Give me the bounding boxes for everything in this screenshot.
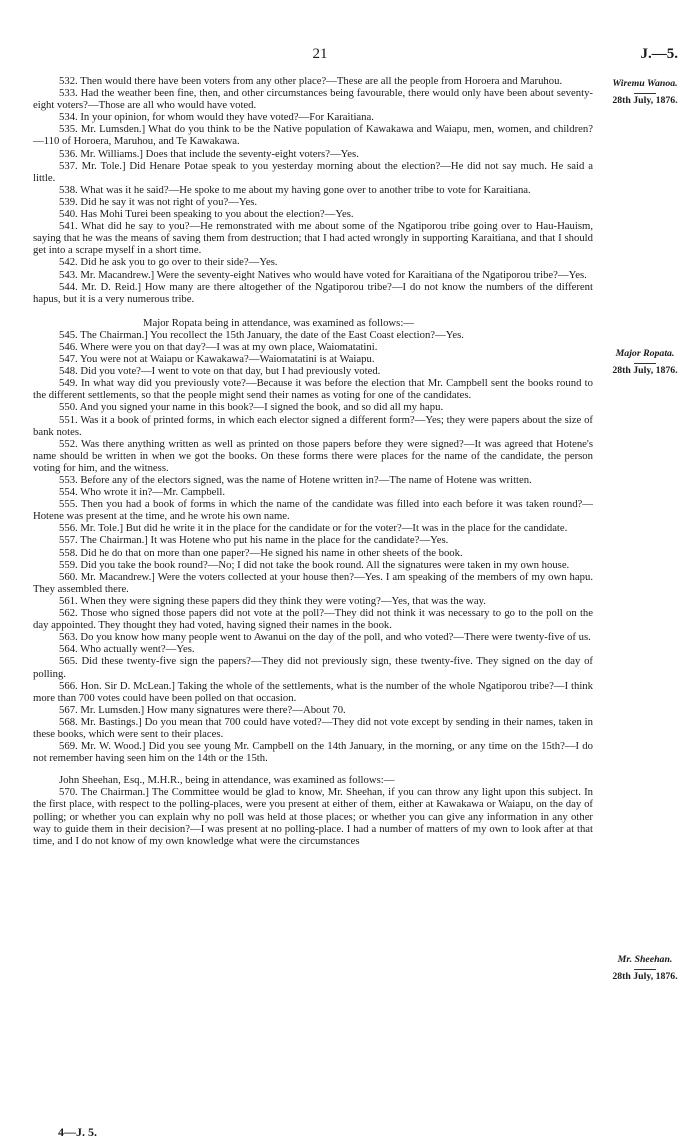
question-paragraph: 535. Mr. Lumsden.] What do you think to be the Native population of Kawakawa and Waiapu, men, women, and children?—110 of Horoera, Maruhou, and Te Kawakawa. <box>33 123 593 148</box>
testimony-wanoa <box>33 75 593 305</box>
question-paragraph: 550. And you signed your name in this book?—I signed the book, and so did all my hapu. <box>59 401 444 414</box>
margin-note-date: 28th July, 1876. <box>612 971 678 982</box>
margin-rule <box>634 93 656 94</box>
question-paragraph: 538. What was it he said?—He spoke to me about my having gone over to another tribe to vote for Karaitiana. <box>59 183 531 196</box>
margin-note-sheehan <box>599 954 691 983</box>
question-paragraph: 560. Mr. Macandrew.] Were the voters collected at your house then?—Yes. I am speaking of the members of my own hapu. They assembled there. <box>33 570 593 595</box>
section-heading-ropata: Major Ropata being in attendance, was examined as follows:— <box>143 316 414 329</box>
margin-note-ropata <box>599 348 691 377</box>
question-paragraph: 553. Before any of the electors signed, was the name of Hotene written in?—The name of Hotene was written. <box>59 474 532 486</box>
question-paragraph: 562. Those who signed those papers did not vote at the poll?—They did not think it was necessary to go to the poll on the day appointed. They thought they had voted, having signed their names in the book. <box>33 607 593 632</box>
question-paragraph: 561. When they were signing these papers did they think they were voting?—Yes, that was the way. <box>59 594 486 607</box>
question-paragraph: 554. Who wrote it in?—Mr. Campbell. <box>59 486 226 499</box>
page-footer: 4—J. 5. <box>58 1125 97 1139</box>
testimony-sheehan <box>33 786 593 846</box>
question-paragraph: 558. Did he do that on more than one paper?—He signed his name in other sheets of the book. <box>59 546 463 559</box>
question-paragraph: 565. Did these twenty-five sign the papers?—They did not previously sign, these twenty-five. They signed on the day of polling. <box>33 655 593 680</box>
document-body <box>33 75 593 847</box>
question-paragraph: 567. Mr. Lumsden.] How many signatures were there?—About 70. <box>59 703 346 716</box>
question-paragraph: 540. Has Mohi Turei been speaking to you about the election?—Yes. <box>59 208 354 221</box>
question-paragraph: 568. Mr. Bastings.] Do you mean that 700 could have voted?—They did not vote except by sending in their names, taken in these books, which were sent to their places. <box>33 715 593 740</box>
margin-rule <box>634 363 656 364</box>
question-paragraph: 549. In what way did you previously vote?—Because it was before the election that Mr. Campbell sent the books round to the different settlements, so that the people might send their names as voting for one of the candidates. <box>33 377 593 402</box>
section-heading-sheehan: John Sheehan, Esq., M.H.R., being in attendance, was examined as follows:— <box>59 774 395 787</box>
question-paragraph: 552. Was there anything written as well as printed on those papers before they were signed?—It was agreed that Hotene's name should be written in when we got the books. On these forms there were places for the name of the candidate, the person voting for him, and the witness. <box>33 437 593 474</box>
question-paragraph: 533. Had the weather been fine, then, and other circumstances being favourable, there would only have been about seventy-eight voters?—Those are all who would have voted. <box>33 87 593 112</box>
question-paragraph: 539. Did he say it was not right of you?—Yes. <box>59 195 258 208</box>
margin-note-name: Wiremu Wanoa. <box>612 78 678 89</box>
question-paragraph: 544. Mr. D. Reid.] How many are there altogether of the Ngatiporou tribe?—I do not know the numbers of the different hapus, but it is a very numerous tribe. <box>33 280 593 305</box>
question-paragraph: 547. You were not at Waiapu or Kawakawa?—Waiomatatini is at Waiapu. <box>59 353 375 366</box>
question-paragraph: 542. Did he ask you to go over to their side?—Yes. <box>59 256 278 269</box>
question-paragraph: 566. Hon. Sir D. McLean.] Taking the whole of the settlements, what is the number of the whole Ngatiporou tribe?—I think more than 700 votes could have been polled on that occasion. <box>33 679 593 704</box>
margin-note-name: Mr. Sheehan. <box>617 954 673 965</box>
question-paragraph: 532. Then would there have been voters from any other place?—These are all the people from Horoera and Maruhou. <box>59 75 563 87</box>
margin-note-date: 28th July, 1876. <box>612 365 678 376</box>
question-paragraph: 559. Did you take the book round?—No; I did not take the book round. All the signatures were taken in my own house. <box>59 558 570 571</box>
question-paragraph: 556. Mr. Tole.] But did he write it in the place for the candidate or for the voter?—It was in the place for the candidate. <box>59 522 568 535</box>
question-paragraph: 537. Mr. Tole.] Did Henare Potae speak to you yesterday morning about the election?—He did not say much. He said a little. <box>33 159 593 184</box>
document-reference: J.—5. <box>640 46 678 62</box>
question-paragraph: 563. Do you know how many people went to Awanui on the day of the poll, and who voted?—There were twenty-five of us. <box>59 631 591 644</box>
question-paragraph: 569. Mr. W. Wood.] Did you see young Mr. Campbell on the 14th January, in the morning, or any time on the 15th?—I do not remember having seen him on the 14th or the 15th. <box>33 740 593 765</box>
question-paragraph: 570. The Chairman.] The Committee would be glad to know, Mr. Sheehan, if you can throw any light upon this subject. In the first place, with respect to the polling-places, were you present at either of them, either at Kawakawa or Waiapu, on the day of polling; or whether you can explain why no poll was held at those places; or whether you can give any information in any other way to guide them in their decision?—I was present at no polling-place. I had a number of matters of my own to look after at that time, and I do not know of my own knowledge what were the circumstances <box>33 786 593 847</box>
question-paragraph: 545. The Chairman.] You recollect the 15th January, the date of the East Coast election?—Yes. <box>59 328 464 341</box>
margin-note-name: Major Ropata. <box>615 348 675 359</box>
page-header <box>0 46 700 66</box>
question-paragraph: 564. Who actually went?—Yes. <box>59 643 195 656</box>
question-paragraph: 546. Where were you on that day?—I was at my own place, Waiomatatini. <box>59 340 378 353</box>
question-paragraph: 534. In your opinion, for whom would they have voted?—For Karaitiana. <box>59 111 374 124</box>
question-paragraph: 555. Then you had a book of forms in which the name of the candidate was filled into each before it was taken round?—Hotene was present at the time, and he wrote his own name. <box>33 498 593 523</box>
question-paragraph: 541. What did he say to you?—He remonstrated with me about some of the Ngatiporou tribe going over to Hau-Hauism, saying that he was the means of saving them from destruction; that I had acted wrongly in supporting Karaitiana, and that I should get into a scrape myself in a short time. <box>33 220 593 257</box>
margin-note-wanoa <box>599 78 691 107</box>
question-paragraph: 536. Mr. Williams.] Does that include the seventy-eight voters?—Yes. <box>59 147 359 160</box>
margin-note-date: 28th July, 1876. <box>612 95 678 106</box>
question-paragraph: 551. Was it a book of printed forms, in which each elector signed a different form?—Yes; they were papers about the size of bank notes. <box>33 413 593 438</box>
question-paragraph: 557. The Chairman.] It was Hotene who put his name in the place for the candidate?—Yes. <box>59 534 449 547</box>
margin-rule <box>634 969 656 970</box>
question-paragraph: 548. Did you vote?—I went to vote on that day, but I had previously voted. <box>59 365 381 378</box>
testimony-ropata <box>33 329 593 764</box>
question-paragraph: 543. Mr. Macandrew.] Were the seventy-eight Natives who would have voted for Karaitiana of the Ngatiporou tribe?—Yes. <box>59 268 587 281</box>
page-number: 21 <box>312 46 328 62</box>
